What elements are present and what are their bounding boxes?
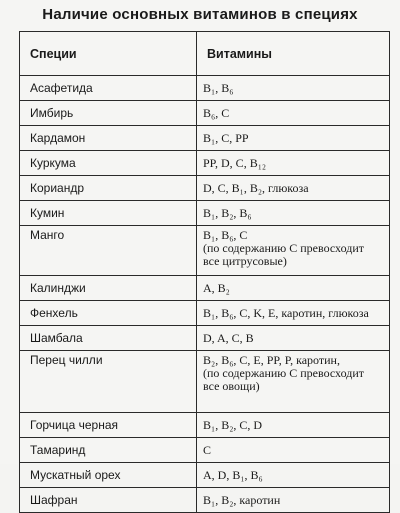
spice-name: Куркума	[20, 151, 197, 176]
table-row	[20, 151, 390, 176]
spice-name: Тамаринд	[20, 438, 197, 463]
spice-vitamins: D, A, C, B	[197, 326, 390, 351]
table-row	[20, 413, 390, 438]
spice-vitamins: B₁, B₆	[197, 76, 390, 101]
spice-name: Перец чилли	[20, 351, 197, 413]
vitamins-table	[19, 31, 390, 513]
spice-vitamins: B₂, B₆, C, E, PP, P, каротин, (по содержанию С превосходит все овощи)	[197, 351, 390, 413]
table-row	[20, 101, 390, 126]
spice-vitamins: D, C, B₁, B₂, глюкоза	[197, 176, 390, 201]
spice-name: Горчица черная	[20, 413, 197, 438]
table-row	[20, 438, 390, 463]
spice-name: Шамбала	[20, 326, 197, 351]
table-row	[20, 76, 390, 101]
column-header-vitamins: Витамины	[197, 32, 390, 76]
spice-name: Манго	[20, 226, 197, 276]
spice-vitamins: B₁, B₂, C, D	[197, 413, 390, 438]
table-row	[20, 276, 390, 301]
table-row	[20, 176, 390, 201]
spice-name: Мускатный орех	[20, 463, 197, 488]
page-title: Наличие основных витаминов в специях	[42, 6, 358, 23]
spice-name: Фенхель	[20, 301, 197, 326]
table-row	[20, 463, 390, 488]
table-header-row	[20, 32, 390, 76]
table-row	[20, 326, 390, 351]
spice-name: Кориандр	[20, 176, 197, 201]
spice-name: Асафетида	[20, 76, 197, 101]
spice-name: Имбирь	[20, 101, 197, 126]
table-row	[20, 301, 390, 326]
table-row	[20, 226, 390, 276]
spice-vitamins: PP, D, C, B₁₂	[197, 151, 390, 176]
spice-vitamins: B₁, C, PP	[197, 126, 390, 151]
column-header-spices: Специи	[20, 32, 197, 76]
spice-name: Шафран	[20, 488, 197, 513]
spice-vitamins: B₁, B₆, C, K, E, каротин, глюкоза	[197, 301, 390, 326]
table-row	[20, 126, 390, 151]
spice-vitamins: A, B₂	[197, 276, 390, 301]
spice-vitamins: B₁, B₆, C (по содержанию С превосходит все цитрусовые)	[197, 226, 390, 276]
spice-vitamins: A, D, B₁, B₆	[197, 463, 390, 488]
spice-vitamins: C	[197, 438, 390, 463]
spice-name: Кардамон	[20, 126, 197, 151]
spice-name: Калинджи	[20, 276, 197, 301]
spice-vitamins: B₁, B₂, B₆	[197, 201, 390, 226]
spice-name: Кумин	[20, 201, 197, 226]
table-row	[20, 488, 390, 513]
table-row	[20, 201, 390, 226]
spice-vitamins: B₁, B₂, каротин	[197, 488, 390, 513]
table-row	[20, 351, 390, 413]
spice-vitamins: B₆, C	[197, 101, 390, 126]
